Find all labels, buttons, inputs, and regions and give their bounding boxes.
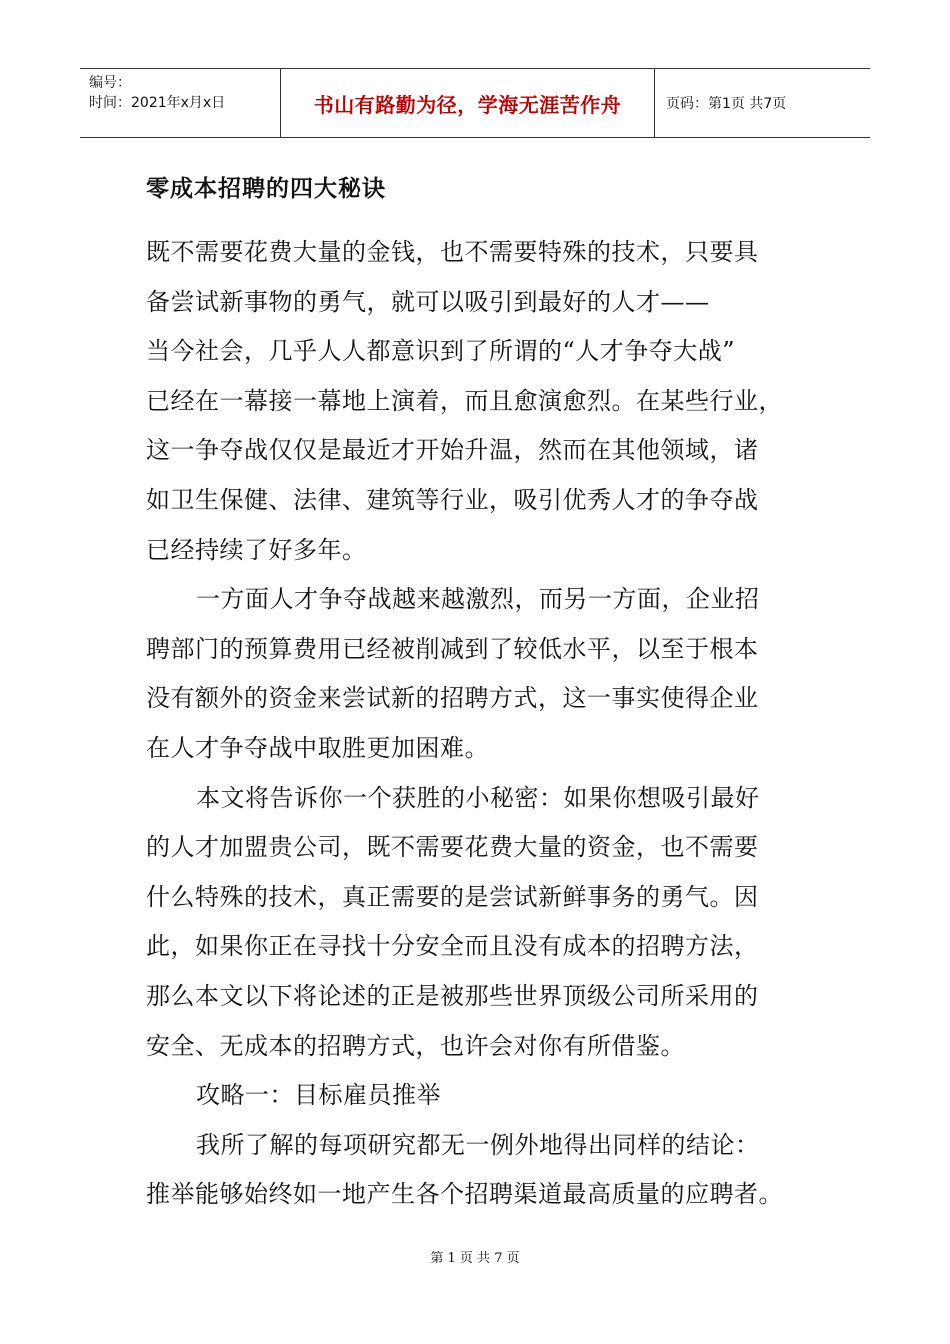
- text-line: 如卫生保健、法律、建筑等行业，吸引优秀人才的争夺战: [146, 485, 759, 514]
- header-page-info: 页码：第1页 共7页: [666, 96, 787, 112]
- text-line: 我所了解的每项研究都无一例外地得出同样的结论：: [196, 1130, 760, 1159]
- text-line: 攻略一：目标雇员推举: [196, 1081, 441, 1110]
- text-line: 已经持续了好多年。: [146, 535, 367, 564]
- text-line: 这一争夺战仅仅是最近才开始升温，然而在其他领域，诸: [146, 436, 759, 465]
- text-line: 聘部门的预算费用已经被削减到了较低水平，以至于根本: [146, 634, 759, 663]
- document-title: 零成本招聘的四大秘诀: [146, 176, 386, 202]
- text-line: 本文将告诉你一个获胜的小秘密：如果你想吸引最好: [196, 783, 760, 812]
- text-line: 当今社会，几乎人人都意识到了所谓的“人才争夺大战”: [146, 337, 736, 366]
- text-line: 在人才争夺战中取胜更加困难。: [146, 733, 489, 762]
- text-line: 的人才加盟贵公司，既不需要花费大量的资金，也不需要: [146, 833, 759, 862]
- text-line: 没有额外的资金来尝试新的招聘方式，这一事实使得企业: [146, 684, 759, 713]
- text-line: 既不需要花费大量的金钱，也不需要特殊的技术，只要具: [146, 238, 759, 266]
- text-line: 此，如果你正在寻找十分安全而且没有成本的招聘方法，: [146, 932, 759, 961]
- text-line: 已经在一幕接一幕地上演着，而且愈演愈烈。在某些行业，: [146, 386, 783, 415]
- number-label: 编号：: [89, 75, 131, 91]
- text-line: 备尝试新事物的勇气，就可以吸引到最好的人才——: [146, 287, 710, 316]
- text-line: 那么本文以下将论述的正是被那些世界顶级公司所采用的: [146, 981, 759, 1010]
- text-line: 什么特殊的技术，真正需要的是尝试新鲜事务的勇气。因: [146, 882, 759, 911]
- document-header: [80, 68, 870, 138]
- time-label: 时间：2021年x月x日: [89, 95, 226, 111]
- text-line: 一方面人才争夺战越来越激烈，而另一方面，企业招: [196, 585, 760, 614]
- text-line: 推举能够始终如一地产生各个招聘渠道最高质量的应聘者。: [146, 1180, 783, 1209]
- document-body: [146, 228, 806, 1220]
- header-meta: [80, 69, 281, 137]
- text-line: 安全、无成本的招聘方式，也许会对你有所借鉴。: [146, 1031, 685, 1060]
- page-footer: 第 1 页 共 7 页: [430, 1251, 520, 1266]
- header-motto: 书山有路勤为径，学海无涯苦作舟: [281, 69, 655, 137]
